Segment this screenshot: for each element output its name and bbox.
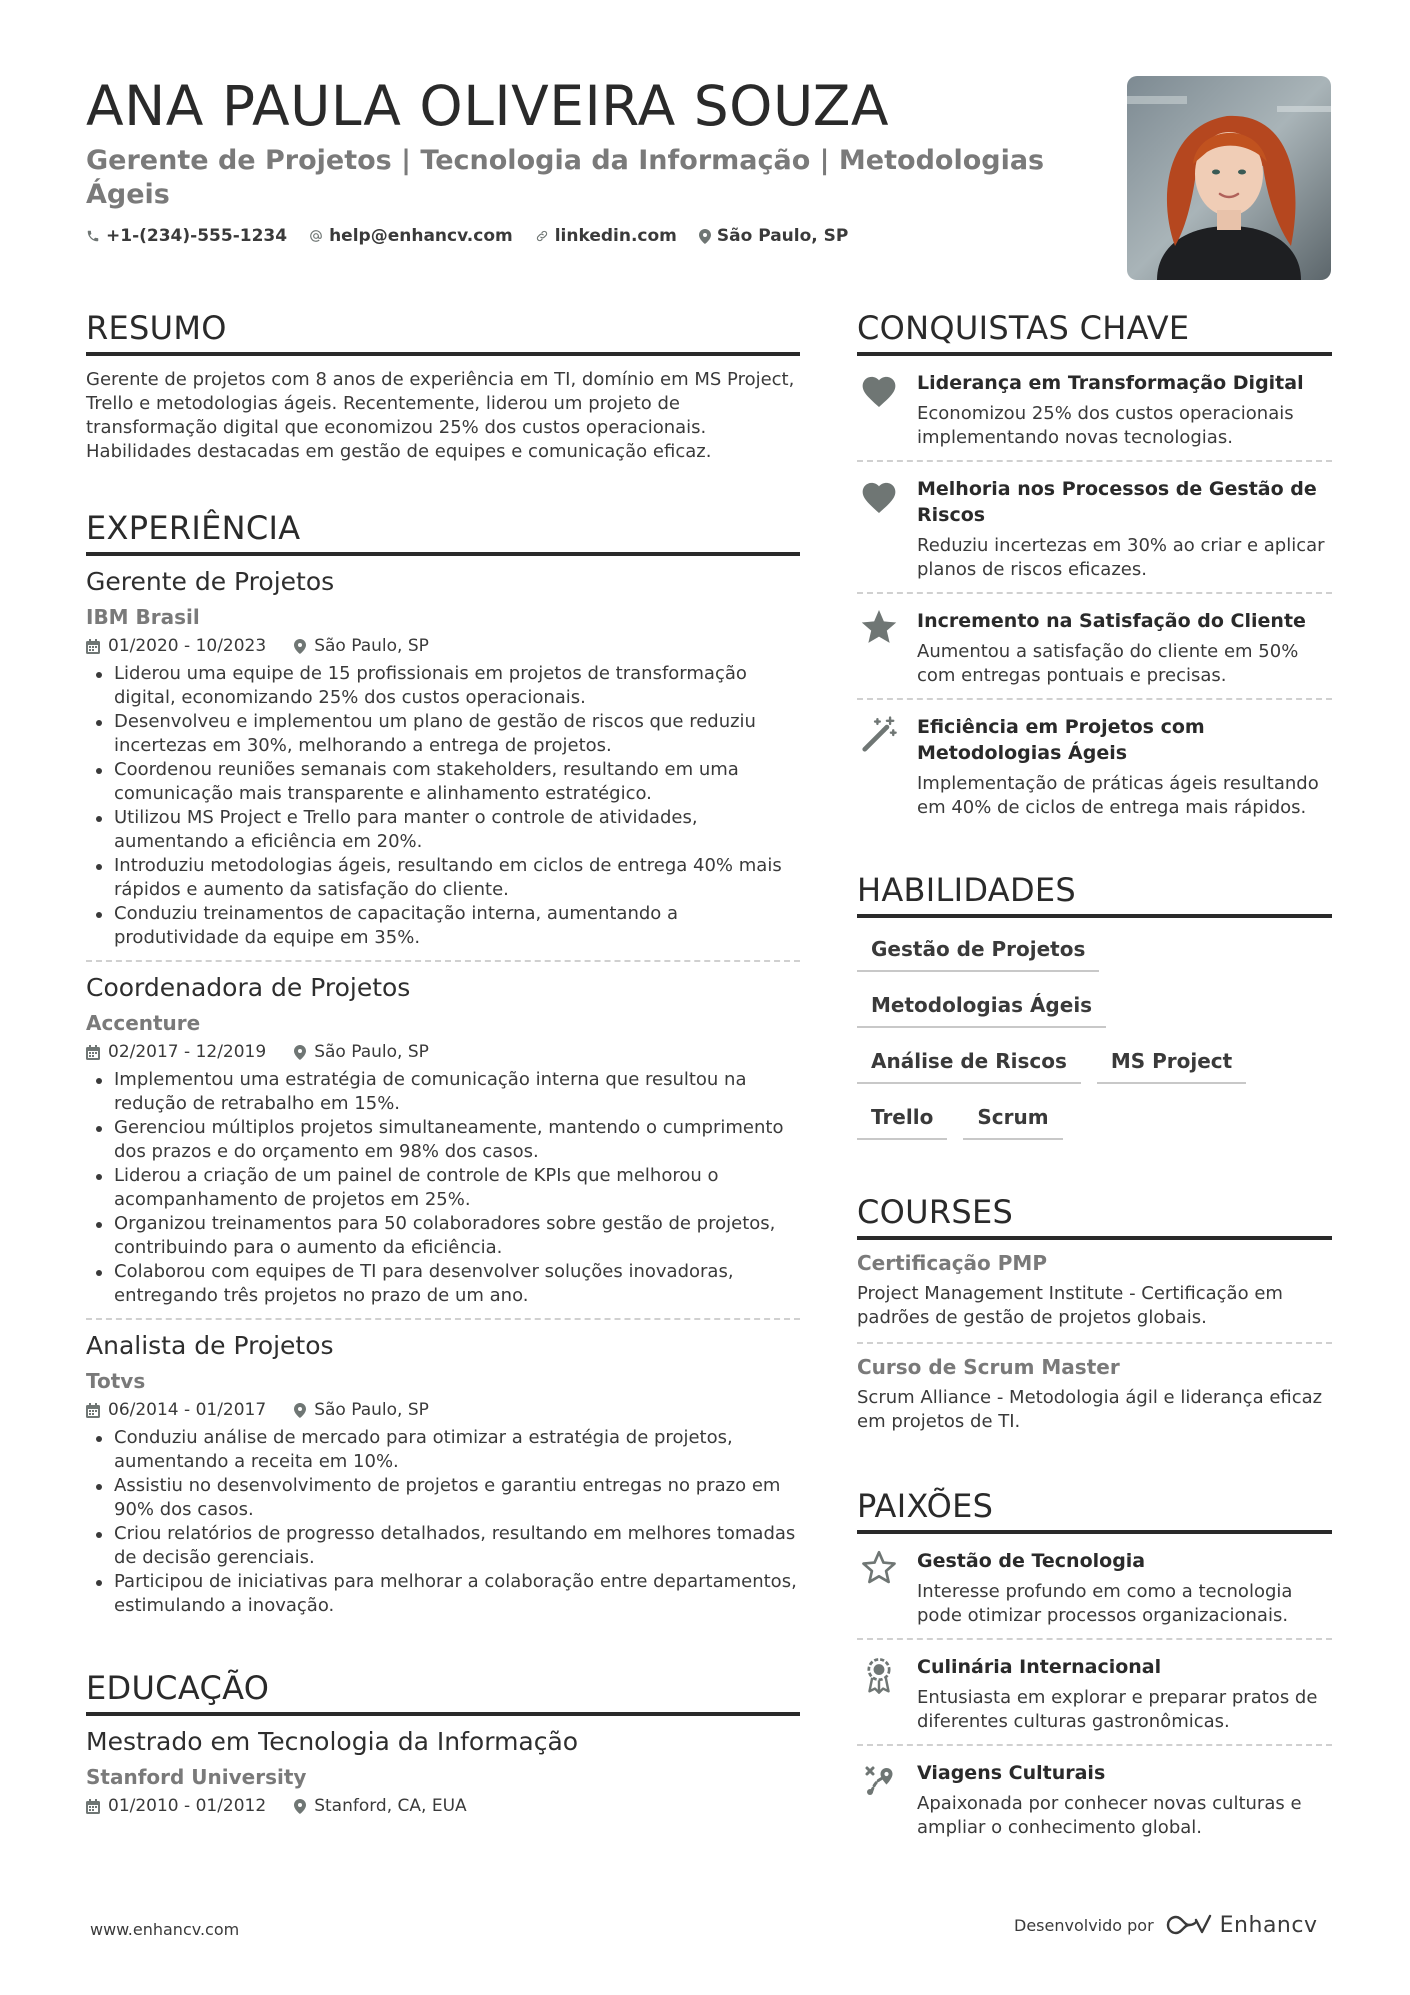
- linkedin-text: linkedin.com: [554, 226, 677, 246]
- achievement-title: Incremento na Satisfação do Cliente: [917, 610, 1306, 632]
- contact-location: [699, 226, 848, 246]
- skills-section: [857, 870, 1332, 1152]
- course-item: [857, 1344, 1332, 1446]
- summary-section: [86, 308, 800, 464]
- job-bullets: [86, 662, 800, 950]
- star-outline-icon: [857, 1548, 901, 1628]
- education-dates-text: 01/2010 - 01/2012: [108, 1796, 267, 1816]
- skills-list: [857, 928, 1332, 1152]
- achievement-body: [917, 370, 1332, 450]
- job-bullet: Assistiu no desenvolvimento de projetos e garantiu entregas no prazo em 90% dos casos.: [86, 1474, 800, 1522]
- section-heading-summary: RESUMO: [86, 308, 800, 356]
- achievement-item: [857, 462, 1332, 594]
- passion-item: [857, 1534, 1332, 1640]
- course-title: Certificação PMP: [857, 1251, 1047, 1275]
- contact-phone: [86, 226, 287, 246]
- passion-body: [917, 1760, 1332, 1840]
- course-title: Curso de Scrum Master: [857, 1355, 1120, 1379]
- education-location: [294, 1794, 466, 1818]
- passion-body: [917, 1548, 1332, 1628]
- education-entry: [86, 1716, 800, 1828]
- achievement-desc: Aumentou a satisfação do cliente em 50% com entregas pontuais e precisas.: [917, 641, 1299, 686]
- achievement-title: Eficiência em Projetos com Metodologias Ágeis: [917, 716, 1205, 764]
- job-location: [294, 1040, 429, 1064]
- job-bullet: Colaborou com equipes de TI para desenvolver soluções inovadoras, entregando três projetos no prazo de um ano.: [86, 1260, 800, 1308]
- job-location-text: São Paulo, SP: [314, 1400, 429, 1420]
- job-entry: [86, 556, 800, 962]
- passion-body: [917, 1654, 1332, 1734]
- heart-icon: [857, 370, 901, 450]
- achievements-section: [857, 308, 1332, 830]
- left-column: [86, 308, 800, 1868]
- at-icon: [309, 229, 323, 243]
- resume-header: [86, 76, 1086, 246]
- award-badge-icon: [857, 1654, 901, 1734]
- job-bullet: Liderou uma equipe de 15 profissionais em projetos de transformação digital, economizando 25% dos custos operacionais.: [86, 662, 800, 710]
- job-entry: [86, 1320, 800, 1628]
- footer-branding: [1014, 1912, 1317, 1938]
- job-location: [294, 1398, 429, 1422]
- skill-tag: MS Project: [1097, 1040, 1246, 1084]
- location-pin-icon: [699, 229, 711, 244]
- job-bullet: Liderou a criação de um painel de controle de KPIs que melhorou o acompanhamento de projetos em 25%.: [86, 1164, 800, 1212]
- job-dates: [86, 1398, 266, 1422]
- calendar-icon: [86, 1403, 100, 1418]
- skill-tag: Metodologias Ágeis: [857, 984, 1106, 1028]
- candidate-name: ANA PAULA OLIVEIRA SOUZA: [86, 74, 890, 138]
- section-heading-courses: COURSES: [857, 1192, 1332, 1240]
- job-bullet: Coordenou reuniões semanais com stakeholders, resultando em uma comunicação mais transparente e alinhamento estratégico.: [86, 758, 800, 806]
- section-heading-experience: EXPERIÊNCIA: [86, 508, 800, 556]
- achievement-desc: Economizou 25% dos custos operacionais implementando novas tecnologias.: [917, 403, 1294, 448]
- achievement-title: Liderança em Transformação Digital: [917, 372, 1304, 394]
- job-bullet: Implementou uma estratégia de comunicação interna que resultou na redução de retrabalho em 15%.: [86, 1068, 800, 1116]
- job-bullets: [86, 1426, 800, 1618]
- achievement-item: [857, 356, 1332, 462]
- star-icon: [857, 608, 901, 688]
- achievement-body: [917, 714, 1332, 820]
- education-dates: [86, 1794, 266, 1818]
- powered-by-text: Desenvolvido por: [1014, 1915, 1154, 1935]
- section-heading-skills: HABILIDADES: [857, 870, 1332, 918]
- passion-title: Viagens Culturais: [917, 1762, 1106, 1784]
- right-column: [857, 308, 1332, 1890]
- skill-tag: Scrum: [963, 1096, 1062, 1140]
- summary-text: Gerente de projetos com 8 anos de experiência em TI, domínio em MS Project, Trello e metodologias ágeis. Recentemente, liderou um projeto de transformação digital que economizou 25% dos custos operacionais. Habilidades destacadas em gestão de equipes e comunicação eficaz.: [86, 369, 795, 462]
- job-bullets: [86, 1068, 800, 1308]
- achievement-desc: Reduziu incertezas em 30% ao criar e aplicar planos de riscos eficazes.: [917, 535, 1325, 580]
- job-title: Gerente de Projetos: [86, 567, 335, 596]
- profile-photo-illustration: [1127, 76, 1331, 280]
- job-location-text: São Paulo, SP: [314, 1042, 429, 1062]
- job-bullet: Organizou treinamentos para 50 colaboradores sobre gestão de projetos, contribuindo para o aumento da eficiência.: [86, 1212, 800, 1260]
- achievement-desc: Implementação de práticas ágeis resultando em 40% de ciclos de entrega mais rápidos.: [917, 773, 1319, 818]
- calendar-icon: [86, 1799, 100, 1814]
- contact-bar: [86, 226, 1086, 246]
- location-pin-icon: [294, 1799, 306, 1814]
- job-location-text: São Paulo, SP: [314, 636, 429, 656]
- achievement-item: [857, 700, 1332, 830]
- education-section: [86, 1668, 800, 1828]
- job-bullet: Criou relatórios de progresso detalhados, resultando em melhores tomadas de decisão gerenciais.: [86, 1522, 800, 1570]
- job-location: [294, 634, 429, 658]
- passion-title: Culinária Internacional: [917, 1656, 1162, 1678]
- magic-wand-icon: [857, 714, 901, 820]
- passion-desc: Apaixonada por conhecer novas culturas e ampliar o conhecimento global.: [917, 1793, 1302, 1838]
- job-dates-text: 02/2017 - 12/2019: [108, 1042, 267, 1062]
- skill-tag: Trello: [857, 1096, 947, 1140]
- job-bullet: Participou de iniciativas para melhorar a colaboração entre departamentos, estimulando a inovação.: [86, 1570, 800, 1618]
- job-company: Accenture: [86, 1011, 201, 1035]
- enhancv-logo-icon: [1164, 1912, 1214, 1938]
- experience-section: [86, 508, 800, 1628]
- location-pin-icon: [294, 1045, 306, 1060]
- job-bullet: Conduziu análise de mercado para otimizar a estratégia de projetos, aumentando a receita em 10%.: [86, 1426, 800, 1474]
- passion-item: [857, 1640, 1332, 1746]
- job-dates: [86, 634, 266, 658]
- job-bullet: Desenvolveu e implementou um plano de gestão de riscos que reduziu incertezas em 30%, melhorando a entrega de projetos.: [86, 710, 800, 758]
- brand-name[interactable]: Enhancv: [1219, 1912, 1318, 1938]
- job-company: IBM Brasil: [86, 605, 200, 629]
- job-meta: [86, 1040, 800, 1064]
- location-pin-icon: [294, 1403, 306, 1418]
- passion-desc: Entusiasta em explorar e preparar pratos de diferentes culturas gastronômicas.: [917, 1687, 1318, 1732]
- passion-desc: Interesse profundo em como a tecnologia pode otimizar processos organizacionais.: [917, 1581, 1293, 1626]
- section-heading-achievements: CONQUISTAS CHAVE: [857, 308, 1332, 356]
- contact-linkedin[interactable]: [535, 226, 677, 246]
- job-meta: [86, 1398, 800, 1422]
- skill-tag: Análise de Riscos: [857, 1040, 1081, 1084]
- job-dates: [86, 1040, 266, 1064]
- email-text: help@enhancv.com: [329, 226, 513, 246]
- candidate-title: Gerente de Projetos | Tecnologia da Informação | Metodologias Ágeis: [86, 145, 1045, 210]
- footer-website[interactable]: www.enhancv.com: [90, 1920, 240, 1939]
- courses-section: [857, 1192, 1332, 1446]
- calendar-icon: [86, 639, 100, 654]
- job-bullet: Utilizou MS Project e Trello para manter o controle de atividades, aumentando a eficiência em 20%.: [86, 806, 800, 854]
- education-degree: Mestrado em Tecnologia da Informação: [86, 1727, 579, 1756]
- job-meta: [86, 634, 800, 658]
- route-icon: [857, 1760, 901, 1840]
- profile-photo: [1127, 76, 1331, 280]
- job-entry: [86, 962, 800, 1320]
- location-pin-icon: [294, 639, 306, 654]
- passion-title: Gestão de Tecnologia: [917, 1550, 1146, 1572]
- job-dates-text: 06/2014 - 01/2017: [108, 1400, 267, 1420]
- contact-email[interactable]: [309, 226, 513, 246]
- education-school: Stanford University: [86, 1765, 307, 1789]
- course-item: [857, 1240, 1332, 1344]
- course-desc: Scrum Alliance - Metodologia ágil e liderança eficaz em projetos de TI.: [857, 1387, 1323, 1432]
- achievement-body: [917, 476, 1332, 582]
- passions-section: [857, 1486, 1332, 1850]
- job-dates-text: 01/2020 - 10/2023: [108, 636, 267, 656]
- section-heading-passions: PAIXÕES: [857, 1486, 1332, 1534]
- skill-tag: Gestão de Projetos: [857, 928, 1099, 972]
- course-desc: Project Management Institute - Certificação em padrões de gestão de projetos globais.: [857, 1283, 1283, 1328]
- job-title: Analista de Projetos: [86, 1331, 334, 1360]
- education-meta: [86, 1794, 800, 1818]
- link-icon: [535, 229, 549, 243]
- job-bullet: Conduziu treinamentos de capacitação interna, aumentando a produtividade da equipe em 35%.: [86, 902, 800, 950]
- job-company: Totvs: [86, 1369, 146, 1393]
- calendar-icon: [86, 1045, 100, 1060]
- job-bullet: Introduziu metodologias ágeis, resultando em ciclos de entrega 40% mais rápidos e aumento da satisfação do cliente.: [86, 854, 800, 902]
- phone-text: +1-(234)-555-1234: [106, 226, 288, 246]
- section-heading-education: EDUCAÇÃO: [86, 1668, 800, 1716]
- phone-icon: [86, 229, 100, 243]
- job-title: Coordenadora de Projetos: [86, 973, 411, 1002]
- achievement-title: Melhoria nos Processos de Gestão de Riscos: [917, 478, 1317, 526]
- location-text: São Paulo, SP: [716, 226, 849, 246]
- achievement-body: [917, 608, 1332, 688]
- job-bullet: Gerenciou múltiplos projetos simultaneamente, mantendo o cumprimento dos prazos e do orçamento em 98% dos casos.: [86, 1116, 800, 1164]
- passion-item: [857, 1746, 1332, 1850]
- achievement-item: [857, 594, 1332, 700]
- heart-icon: [857, 476, 901, 582]
- education-location-text: Stanford, CA, EUA: [314, 1796, 467, 1816]
